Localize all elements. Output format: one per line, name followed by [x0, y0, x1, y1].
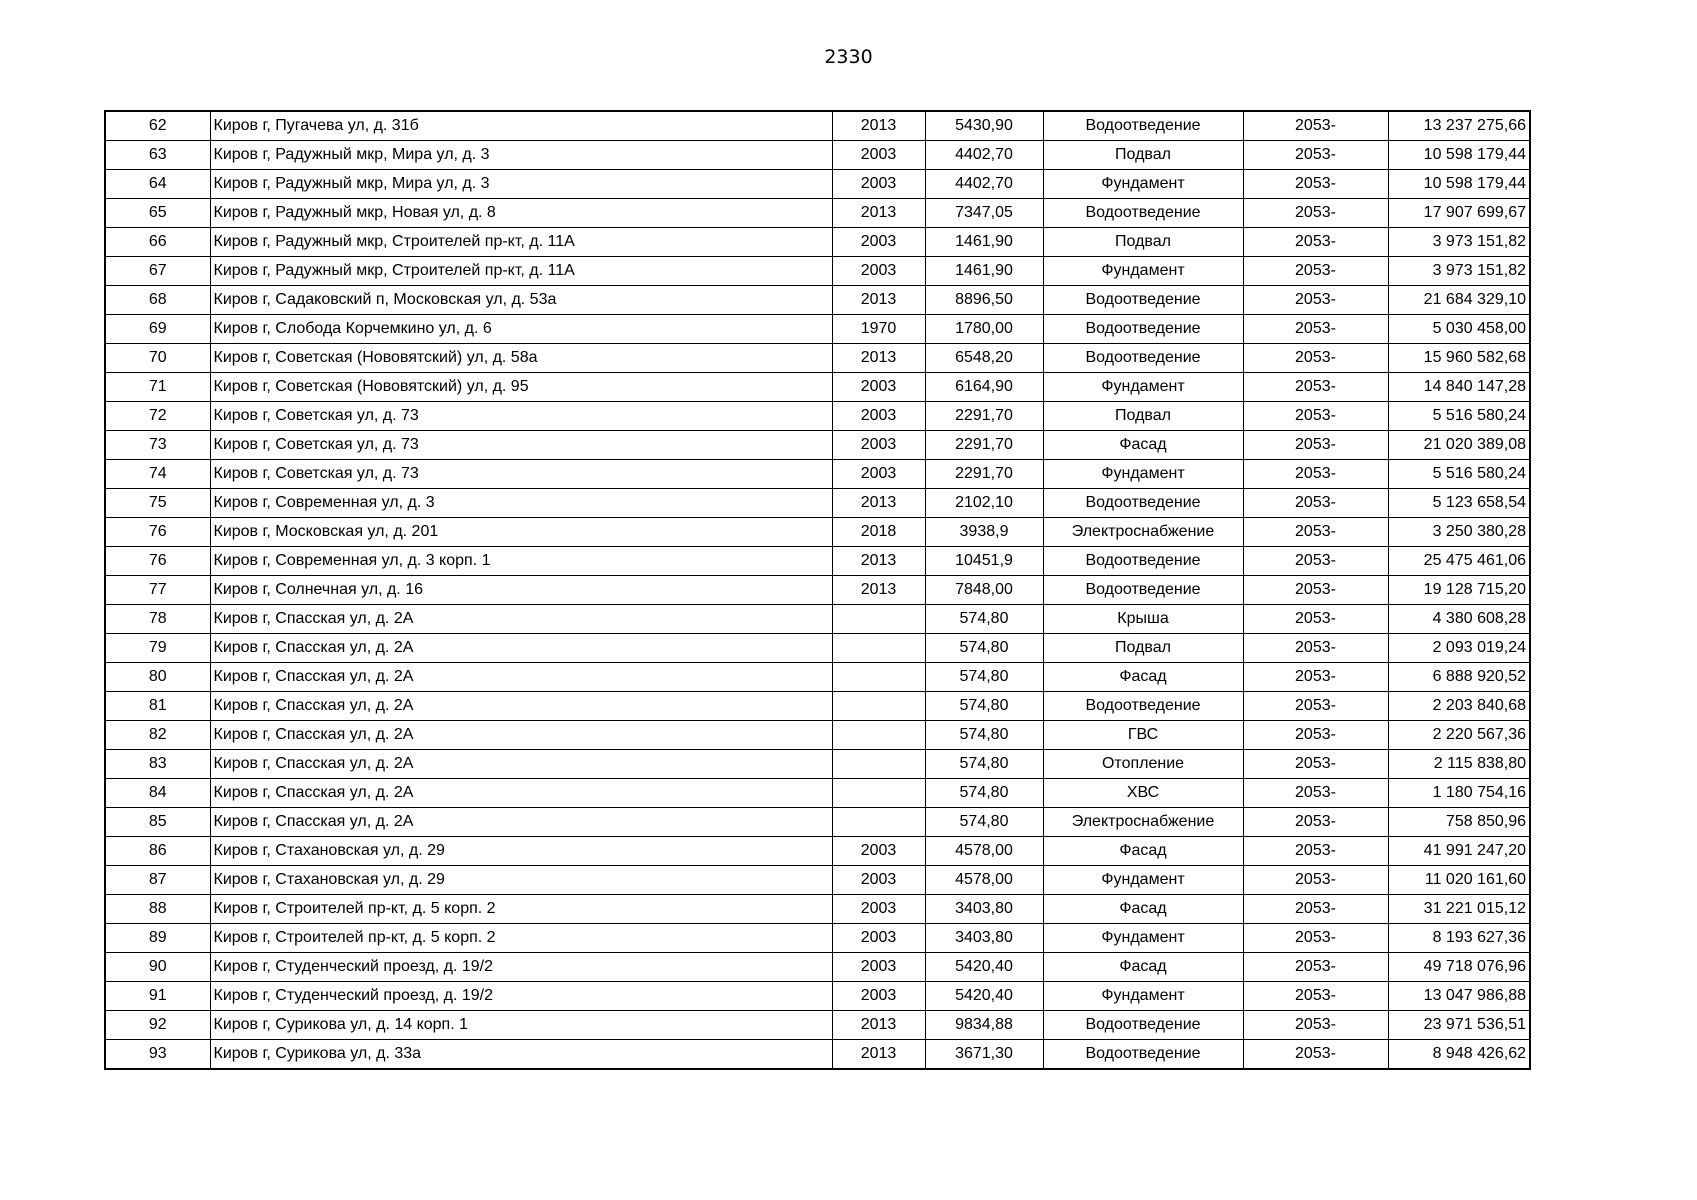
period-cell: 2053-: [1243, 982, 1388, 1011]
area-cell: 1461,90: [925, 257, 1043, 286]
work-type-cell: Водоотведение: [1043, 286, 1243, 315]
table-row: [105, 953, 1530, 982]
period-cell: 2053-: [1243, 924, 1388, 953]
table-row: [105, 576, 1530, 605]
area-cell: 5420,40: [925, 982, 1043, 1011]
area-cell: 2291,70: [925, 402, 1043, 431]
row-number-cell: 73: [105, 431, 210, 460]
cost-cell: 13 047 986,88: [1388, 982, 1530, 1011]
work-type-cell: Крыша: [1043, 605, 1243, 634]
cost-cell: 1 180 754,16: [1388, 779, 1530, 808]
build-year-cell: 2018: [832, 518, 925, 547]
work-type-cell: Фасад: [1043, 953, 1243, 982]
area-cell: 1780,00: [925, 315, 1043, 344]
cost-cell: 758 850,96: [1388, 808, 1530, 837]
row-number-cell: 85: [105, 808, 210, 837]
cost-cell: 23 971 536,51: [1388, 1011, 1530, 1040]
table-row: [105, 460, 1530, 489]
table-row: [105, 431, 1530, 460]
row-number-cell: 91: [105, 982, 210, 1011]
row-number-cell: 76: [105, 547, 210, 576]
address-cell: Киров г, Слобода Корчемкино ул, д. 6: [210, 315, 832, 344]
table-row: [105, 895, 1530, 924]
period-cell: 2053-: [1243, 141, 1388, 170]
address-cell: Киров г, Строителей пр-кт, д. 5 корп. 2: [210, 924, 832, 953]
row-number-cell: 81: [105, 692, 210, 721]
cost-cell: 2 115 838,80: [1388, 750, 1530, 779]
area-cell: 574,80: [925, 663, 1043, 692]
cost-cell: 21 684 329,10: [1388, 286, 1530, 315]
address-cell: Киров г, Радужный мкр, Строителей пр-кт, д. 11А: [210, 257, 832, 286]
period-cell: 2053-: [1243, 663, 1388, 692]
table-body: [105, 111, 1530, 1069]
period-cell: 2053-: [1243, 431, 1388, 460]
address-cell: Киров г, Стахановская ул, д. 29: [210, 866, 832, 895]
period-cell: 2053-: [1243, 518, 1388, 547]
address-cell: Киров г, Сурикова ул, д. 33а: [210, 1040, 832, 1070]
row-number-cell: 79: [105, 634, 210, 663]
work-type-cell: Водоотведение: [1043, 489, 1243, 518]
cost-cell: 8 193 627,36: [1388, 924, 1530, 953]
row-number-cell: 90: [105, 953, 210, 982]
address-cell: Киров г, Спасская ул, д. 2А: [210, 692, 832, 721]
table-row: [105, 837, 1530, 866]
build-year-cell: 2013: [832, 199, 925, 228]
cost-cell: 2 203 840,68: [1388, 692, 1530, 721]
period-cell: 2053-: [1243, 779, 1388, 808]
row-number-cell: 83: [105, 750, 210, 779]
area-cell: 2291,70: [925, 460, 1043, 489]
build-year-cell: 2013: [832, 489, 925, 518]
row-number-cell: 64: [105, 170, 210, 199]
work-type-cell: Фасад: [1043, 895, 1243, 924]
period-cell: 2053-: [1243, 257, 1388, 286]
build-year-cell: 2013: [832, 344, 925, 373]
area-cell: 3671,30: [925, 1040, 1043, 1070]
build-year-cell: [832, 721, 925, 750]
work-type-cell: Водоотведение: [1043, 315, 1243, 344]
cost-cell: 19 128 715,20: [1388, 576, 1530, 605]
table-row: [105, 199, 1530, 228]
page-number: 2330: [824, 46, 873, 68]
build-year-cell: 2003: [832, 837, 925, 866]
cost-cell: 4 380 608,28: [1388, 605, 1530, 634]
area-cell: 4402,70: [925, 141, 1043, 170]
work-type-cell: Водоотведение: [1043, 199, 1243, 228]
row-number-cell: 87: [105, 866, 210, 895]
period-cell: 2053-: [1243, 344, 1388, 373]
cost-cell: 14 840 147,28: [1388, 373, 1530, 402]
area-cell: 5430,90: [925, 111, 1043, 141]
table-row: [105, 257, 1530, 286]
area-cell: 4402,70: [925, 170, 1043, 199]
table-row: [105, 489, 1530, 518]
area-cell: 8896,50: [925, 286, 1043, 315]
period-cell: 2053-: [1243, 837, 1388, 866]
address-cell: Киров г, Радужный мкр, Мира ул, д. 3: [210, 141, 832, 170]
address-cell: Киров г, Солнечная ул, д. 16: [210, 576, 832, 605]
area-cell: 574,80: [925, 721, 1043, 750]
row-number-cell: 65: [105, 199, 210, 228]
work-type-cell: Фундамент: [1043, 924, 1243, 953]
build-year-cell: [832, 663, 925, 692]
build-year-cell: 2003: [832, 402, 925, 431]
work-type-cell: Отопление: [1043, 750, 1243, 779]
period-cell: 2053-: [1243, 402, 1388, 431]
row-number-cell: 70: [105, 344, 210, 373]
table-row: [105, 547, 1530, 576]
area-cell: 6548,20: [925, 344, 1043, 373]
work-type-cell: Водоотведение: [1043, 692, 1243, 721]
table-row: [105, 315, 1530, 344]
build-year-cell: 2003: [832, 866, 925, 895]
row-number-cell: 77: [105, 576, 210, 605]
build-year-cell: 2003: [832, 895, 925, 924]
area-cell: 3403,80: [925, 924, 1043, 953]
cost-cell: 10 598 179,44: [1388, 170, 1530, 199]
work-type-cell: Водоотведение: [1043, 1011, 1243, 1040]
table-row: [105, 286, 1530, 315]
table-row: [105, 1011, 1530, 1040]
table-row: [105, 402, 1530, 431]
cost-cell: 5 516 580,24: [1388, 460, 1530, 489]
period-cell: 2053-: [1243, 692, 1388, 721]
period-cell: 2053-: [1243, 228, 1388, 257]
table-row: [105, 779, 1530, 808]
address-cell: Киров г, Студенческий проезд, д. 19/2: [210, 953, 832, 982]
table-row: [105, 750, 1530, 779]
period-cell: 2053-: [1243, 866, 1388, 895]
period-cell: 2053-: [1243, 373, 1388, 402]
cost-cell: 5 123 658,54: [1388, 489, 1530, 518]
table-row: [105, 721, 1530, 750]
work-type-cell: Фундамент: [1043, 170, 1243, 199]
address-cell: Киров г, Спасская ул, д. 2А: [210, 750, 832, 779]
table-row: [105, 605, 1530, 634]
address-cell: Киров г, Советская ул, д. 73: [210, 431, 832, 460]
work-type-cell: Фундамент: [1043, 373, 1243, 402]
address-cell: Киров г, Советская (Нововятский) ул, д. 95: [210, 373, 832, 402]
build-year-cell: [832, 808, 925, 837]
housing-repair-table: [104, 110, 1531, 1070]
period-cell: 2053-: [1243, 895, 1388, 924]
cost-cell: 31 221 015,12: [1388, 895, 1530, 924]
cost-cell: 8 948 426,62: [1388, 1040, 1530, 1070]
area-cell: 574,80: [925, 692, 1043, 721]
row-number-cell: 69: [105, 315, 210, 344]
table-row: [105, 982, 1530, 1011]
address-cell: Киров г, Спасская ул, д. 2А: [210, 779, 832, 808]
work-type-cell: Фасад: [1043, 837, 1243, 866]
build-year-cell: 2003: [832, 228, 925, 257]
area-cell: 7848,00: [925, 576, 1043, 605]
period-cell: 2053-: [1243, 315, 1388, 344]
address-cell: Киров г, Советская ул, д. 73: [210, 402, 832, 431]
table-row: [105, 663, 1530, 692]
row-number-cell: 86: [105, 837, 210, 866]
build-year-cell: [832, 779, 925, 808]
area-cell: 5420,40: [925, 953, 1043, 982]
build-year-cell: [832, 750, 925, 779]
period-cell: 2053-: [1243, 953, 1388, 982]
build-year-cell: 2013: [832, 576, 925, 605]
build-year-cell: 2003: [832, 141, 925, 170]
address-cell: Киров г, Советская (Нововятский) ул, д. 58а: [210, 344, 832, 373]
address-cell: Киров г, Спасская ул, д. 2А: [210, 634, 832, 663]
row-number-cell: 89: [105, 924, 210, 953]
row-number-cell: 92: [105, 1011, 210, 1040]
work-type-cell: Фундамент: [1043, 460, 1243, 489]
build-year-cell: 2003: [832, 982, 925, 1011]
period-cell: 2053-: [1243, 808, 1388, 837]
address-cell: Киров г, Сурикова ул, д. 14 корп. 1: [210, 1011, 832, 1040]
address-cell: Киров г, Радужный мкр, Мира ул, д. 3: [210, 170, 832, 199]
build-year-cell: [832, 634, 925, 663]
row-number-cell: 72: [105, 402, 210, 431]
table-row: [105, 141, 1530, 170]
cost-cell: 3 973 151,82: [1388, 257, 1530, 286]
address-cell: Киров г, Спасская ул, д. 2А: [210, 663, 832, 692]
row-number-cell: 80: [105, 663, 210, 692]
row-number-cell: 93: [105, 1040, 210, 1070]
row-number-cell: 75: [105, 489, 210, 518]
address-cell: Киров г, Радужный мкр, Новая ул, д. 8: [210, 199, 832, 228]
work-type-cell: Фасад: [1043, 663, 1243, 692]
work-type-cell: Фундамент: [1043, 257, 1243, 286]
cost-cell: 6 888 920,52: [1388, 663, 1530, 692]
row-number-cell: 62: [105, 111, 210, 141]
address-cell: Киров г, Спасская ул, д. 2А: [210, 808, 832, 837]
table-row: [105, 1040, 1530, 1070]
address-cell: Киров г, Радужный мкр, Строителей пр-кт, д. 11А: [210, 228, 832, 257]
row-number-cell: 78: [105, 605, 210, 634]
cost-cell: 3 973 151,82: [1388, 228, 1530, 257]
row-number-cell: 71: [105, 373, 210, 402]
table-row: [105, 111, 1530, 141]
table-row: [105, 924, 1530, 953]
work-type-cell: Водоотведение: [1043, 547, 1243, 576]
address-cell: Киров г, Современная ул, д. 3: [210, 489, 832, 518]
period-cell: 2053-: [1243, 634, 1388, 663]
row-number-cell: 63: [105, 141, 210, 170]
period-cell: 2053-: [1243, 605, 1388, 634]
build-year-cell: 2003: [832, 924, 925, 953]
build-year-cell: [832, 605, 925, 634]
build-year-cell: 1970: [832, 315, 925, 344]
area-cell: 2291,70: [925, 431, 1043, 460]
area-cell: 574,80: [925, 750, 1043, 779]
period-cell: 2053-: [1243, 199, 1388, 228]
build-year-cell: 2003: [832, 953, 925, 982]
cost-cell: 11 020 161,60: [1388, 866, 1530, 895]
period-cell: 2053-: [1243, 721, 1388, 750]
build-year-cell: 2013: [832, 1011, 925, 1040]
area-cell: 574,80: [925, 808, 1043, 837]
cost-cell: 5 030 458,00: [1388, 315, 1530, 344]
work-type-cell: ХВС: [1043, 779, 1243, 808]
period-cell: 2053-: [1243, 1040, 1388, 1070]
table-row: [105, 634, 1530, 663]
table-row: [105, 866, 1530, 895]
period-cell: 2053-: [1243, 286, 1388, 315]
work-type-cell: Подвал: [1043, 228, 1243, 257]
build-year-cell: 2013: [832, 547, 925, 576]
period-cell: 2053-: [1243, 489, 1388, 518]
build-year-cell: 2013: [832, 286, 925, 315]
table-row: [105, 344, 1530, 373]
cost-cell: 2 093 019,24: [1388, 634, 1530, 663]
area-cell: 9834,88: [925, 1011, 1043, 1040]
address-cell: Киров г, Пугачева ул, д. 31б: [210, 111, 832, 141]
build-year-cell: 2013: [832, 1040, 925, 1070]
table-row: [105, 808, 1530, 837]
area-cell: 1461,90: [925, 228, 1043, 257]
period-cell: 2053-: [1243, 170, 1388, 199]
work-type-cell: Водоотведение: [1043, 344, 1243, 373]
address-cell: Киров г, Советская ул, д. 73: [210, 460, 832, 489]
build-year-cell: 2003: [832, 431, 925, 460]
cost-cell: 5 516 580,24: [1388, 402, 1530, 431]
address-cell: Киров г, Современная ул, д. 3 корп. 1: [210, 547, 832, 576]
work-type-cell: Водоотведение: [1043, 576, 1243, 605]
build-year-cell: 2003: [832, 170, 925, 199]
address-cell: Киров г, Садаковский п, Московская ул, д. 53а: [210, 286, 832, 315]
work-type-cell: Фундамент: [1043, 982, 1243, 1011]
build-year-cell: 2013: [832, 111, 925, 141]
row-number-cell: 84: [105, 779, 210, 808]
cost-cell: 2 220 567,36: [1388, 721, 1530, 750]
build-year-cell: 2003: [832, 373, 925, 402]
build-year-cell: [832, 692, 925, 721]
cost-cell: 21 020 389,08: [1388, 431, 1530, 460]
address-cell: Киров г, Студенческий проезд, д. 19/2: [210, 982, 832, 1011]
work-type-cell: Фундамент: [1043, 866, 1243, 895]
cost-cell: 10 598 179,44: [1388, 141, 1530, 170]
period-cell: 2053-: [1243, 111, 1388, 141]
work-type-cell: Водоотведение: [1043, 1040, 1243, 1070]
table-row: [105, 373, 1530, 402]
area-cell: 6164,90: [925, 373, 1043, 402]
area-cell: 574,80: [925, 779, 1043, 808]
row-number-cell: 66: [105, 228, 210, 257]
table-row: [105, 170, 1530, 199]
work-type-cell: Подвал: [1043, 402, 1243, 431]
area-cell: 2102,10: [925, 489, 1043, 518]
area-cell: 3938,9: [925, 518, 1043, 547]
area-cell: 10451,9: [925, 547, 1043, 576]
period-cell: 2053-: [1243, 750, 1388, 779]
area-cell: 3403,80: [925, 895, 1043, 924]
period-cell: 2053-: [1243, 576, 1388, 605]
work-type-cell: Подвал: [1043, 141, 1243, 170]
address-cell: Киров г, Спасская ул, д. 2А: [210, 721, 832, 750]
table-row: [105, 518, 1530, 547]
address-cell: Киров г, Стахановская ул, д. 29: [210, 837, 832, 866]
work-type-cell: Фасад: [1043, 431, 1243, 460]
area-cell: 4578,00: [925, 866, 1043, 895]
period-cell: 2053-: [1243, 1011, 1388, 1040]
area-cell: 574,80: [925, 605, 1043, 634]
cost-cell: 13 237 275,66: [1388, 111, 1530, 141]
table-row: [105, 228, 1530, 257]
address-cell: Киров г, Спасская ул, д. 2А: [210, 605, 832, 634]
area-cell: 7347,05: [925, 199, 1043, 228]
row-number-cell: 76: [105, 518, 210, 547]
table-row: [105, 692, 1530, 721]
row-number-cell: 74: [105, 460, 210, 489]
address-cell: Киров г, Строителей пр-кт, д. 5 корп. 2: [210, 895, 832, 924]
cost-cell: 17 907 699,67: [1388, 199, 1530, 228]
cost-cell: 49 718 076,96: [1388, 953, 1530, 982]
work-type-cell: Подвал: [1043, 634, 1243, 663]
address-cell: Киров г, Московская ул, д. 201: [210, 518, 832, 547]
work-type-cell: Водоотведение: [1043, 111, 1243, 141]
cost-cell: 3 250 380,28: [1388, 518, 1530, 547]
area-cell: 4578,00: [925, 837, 1043, 866]
row-number-cell: 88: [105, 895, 210, 924]
work-type-cell: Электроснабжение: [1043, 808, 1243, 837]
row-number-cell: 67: [105, 257, 210, 286]
build-year-cell: 2003: [832, 460, 925, 489]
work-type-cell: ГВС: [1043, 721, 1243, 750]
row-number-cell: 82: [105, 721, 210, 750]
period-cell: 2053-: [1243, 547, 1388, 576]
cost-cell: 15 960 582,68: [1388, 344, 1530, 373]
build-year-cell: 2003: [832, 257, 925, 286]
work-type-cell: Электроснабжение: [1043, 518, 1243, 547]
period-cell: 2053-: [1243, 460, 1388, 489]
cost-cell: 25 475 461,06: [1388, 547, 1530, 576]
row-number-cell: 68: [105, 286, 210, 315]
cost-cell: 41 991 247,20: [1388, 837, 1530, 866]
area-cell: 574,80: [925, 634, 1043, 663]
